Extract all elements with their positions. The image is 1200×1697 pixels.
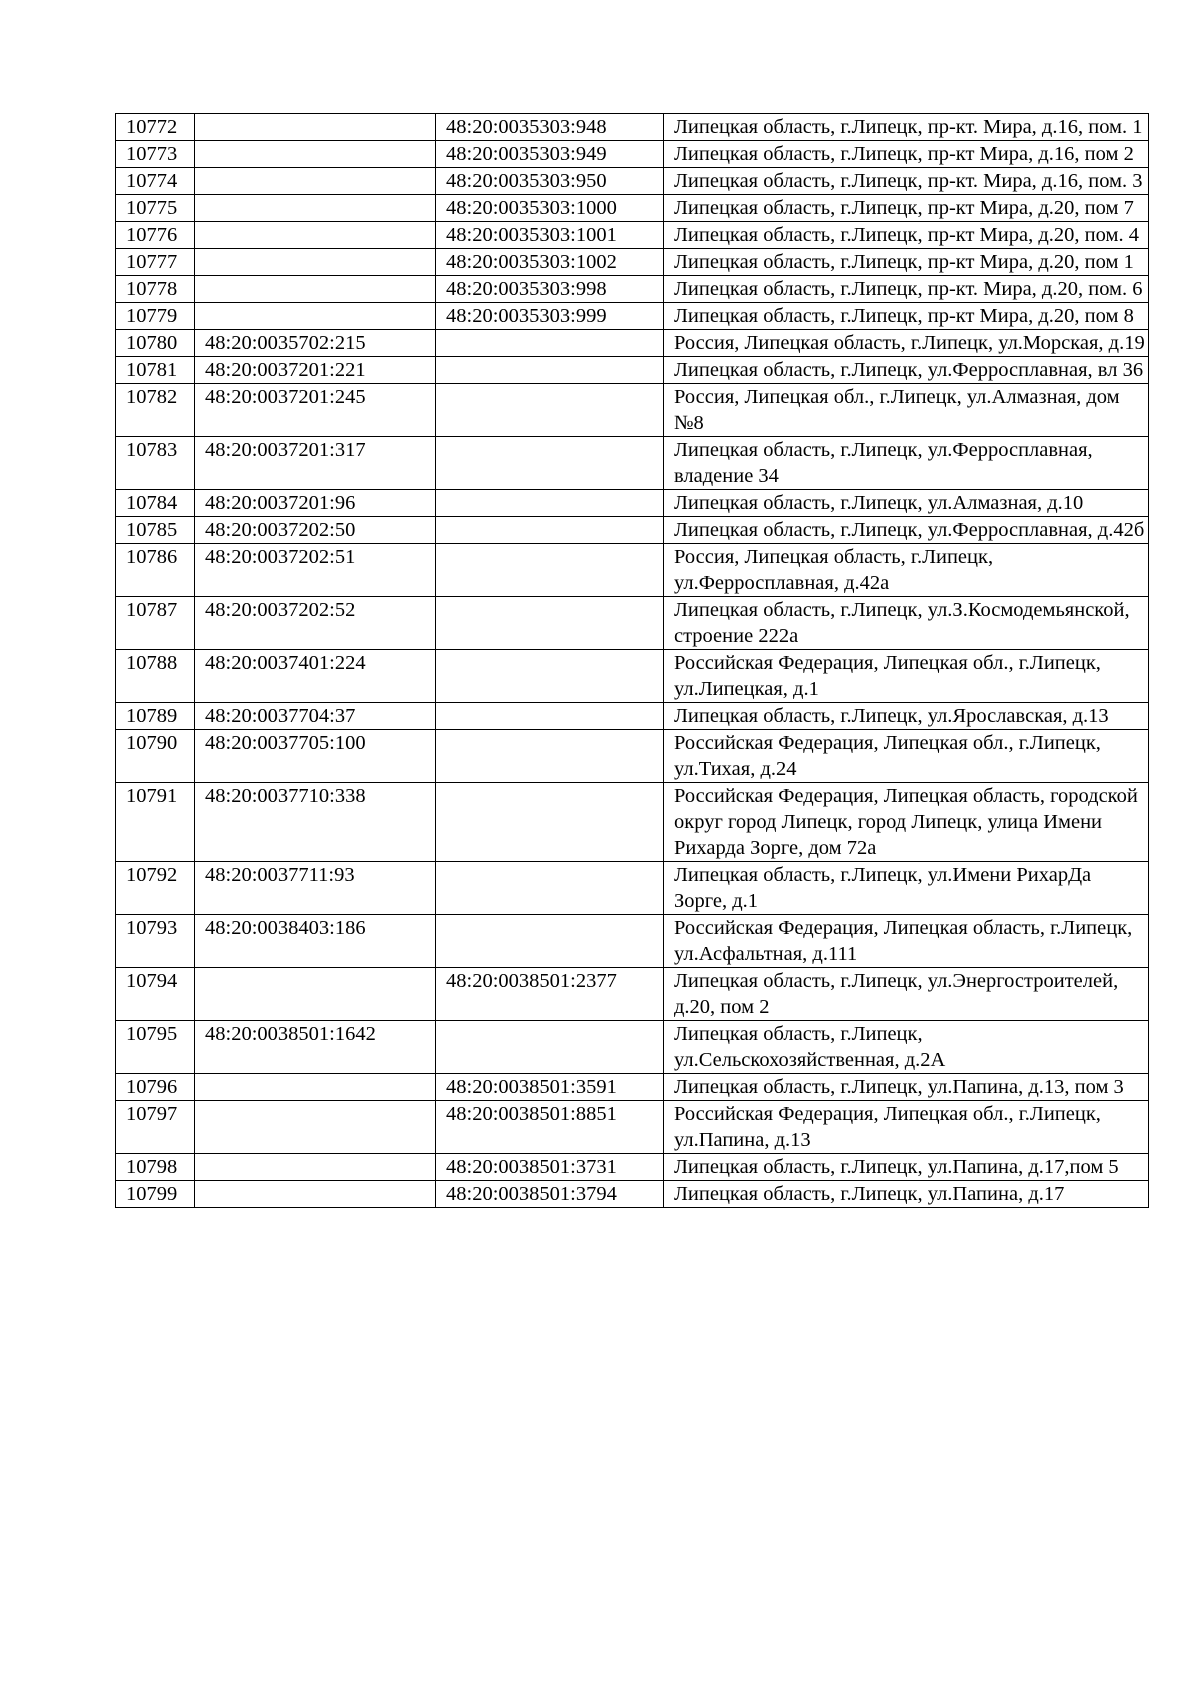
address-cell: Липецкая область, г.Липецк, ул.Ферросплавная, вл 36 — [664, 357, 1149, 384]
row-number-cell: 10775 — [116, 195, 195, 222]
row-number-cell: 10786 — [116, 544, 195, 597]
object-cadastral-cell — [436, 730, 664, 783]
object-cadastral-cell — [436, 437, 664, 490]
table-row — [116, 490, 1149, 517]
table-row — [116, 915, 1149, 968]
table-row — [116, 330, 1149, 357]
table-row — [116, 384, 1149, 437]
object-cadastral-cell: 48:20:0038501:8851 — [436, 1101, 664, 1154]
land-cadastral-cell — [195, 168, 436, 195]
land-cadastral-cell: 48:20:0037710:338 — [195, 783, 436, 862]
row-number-cell: 10789 — [116, 703, 195, 730]
object-cadastral-cell — [436, 862, 664, 915]
row-number-cell: 10778 — [116, 276, 195, 303]
address-cell: Липецкая область, г.Липецк, ул.Ярославская, д.13 — [664, 703, 1149, 730]
row-number-cell: 10783 — [116, 437, 195, 490]
land-cadastral-cell: 48:20:0038403:186 — [195, 915, 436, 968]
table-row — [116, 437, 1149, 490]
land-cadastral-cell — [195, 141, 436, 168]
land-cadastral-cell — [195, 1074, 436, 1101]
object-cadastral-cell: 48:20:0035303:950 — [436, 168, 664, 195]
address-cell: Российская Федерация, Липецкая обл., г.Липецк, ул.Папина, д.13 — [664, 1101, 1149, 1154]
land-cadastral-cell — [195, 1101, 436, 1154]
table-row — [116, 1101, 1149, 1154]
address-cell: Российская Федерация, Липецкая область, г.Липецк, ул.Асфальтная, д.111 — [664, 915, 1149, 968]
row-number-cell: 10779 — [116, 303, 195, 330]
object-cadastral-cell — [436, 357, 664, 384]
land-cadastral-cell — [195, 1154, 436, 1181]
table-row — [116, 1074, 1149, 1101]
address-cell: Российская Федерация, Липецкая область, городской округ город Липецк, город Липецк, улица Имени Рихарда Зорге, дом 72а — [664, 783, 1149, 862]
land-cadastral-cell: 48:20:0037704:37 — [195, 703, 436, 730]
object-cadastral-cell: 48:20:0035303:999 — [436, 303, 664, 330]
land-cadastral-cell: 48:20:0037711:93 — [195, 862, 436, 915]
table-row — [116, 276, 1149, 303]
land-cadastral-cell: 48:20:0038501:1642 — [195, 1021, 436, 1074]
object-cadastral-cell — [436, 597, 664, 650]
object-cadastral-cell — [436, 1021, 664, 1074]
land-cadastral-cell — [195, 276, 436, 303]
row-number-cell: 10777 — [116, 249, 195, 276]
row-number-cell: 10794 — [116, 968, 195, 1021]
row-number-cell: 10795 — [116, 1021, 195, 1074]
land-cadastral-cell — [195, 303, 436, 330]
table-row — [116, 222, 1149, 249]
table-row — [116, 141, 1149, 168]
row-number-cell: 10785 — [116, 517, 195, 544]
object-cadastral-cell: 48:20:0038501:3591 — [436, 1074, 664, 1101]
land-cadastral-cell — [195, 249, 436, 276]
row-number-cell: 10773 — [116, 141, 195, 168]
table-row — [116, 862, 1149, 915]
address-cell: Липецкая область, г.Липецк, ул.Ферросплавная, владение 34 — [664, 437, 1149, 490]
table-row — [116, 730, 1149, 783]
table-row — [116, 1021, 1149, 1074]
row-number-cell: 10772 — [116, 114, 195, 141]
table-row — [116, 114, 1149, 141]
address-cell: Российская Федерация, Липецкая обл., г.Липецк, ул.Липецкая, д.1 — [664, 650, 1149, 703]
address-cell: Россия, Липецкая обл., г.Липецк, ул.Алмазная, дом №8 — [664, 384, 1149, 437]
object-cadastral-cell — [436, 544, 664, 597]
address-cell: Липецкая область, г.Липецк, ул.З.Космодемьянской, строение 222а — [664, 597, 1149, 650]
table-row — [116, 168, 1149, 195]
address-cell: Липецкая область, г.Липецк, ул.Сельскохозяйственная, д.2А — [664, 1021, 1149, 1074]
table-row — [116, 968, 1149, 1021]
table-row — [116, 650, 1149, 703]
object-cadastral-cell: 48:20:0038501:2377 — [436, 968, 664, 1021]
object-cadastral-cell — [436, 650, 664, 703]
row-number-cell: 10780 — [116, 330, 195, 357]
land-cadastral-cell: 48:20:0037201:96 — [195, 490, 436, 517]
object-cadastral-cell — [436, 517, 664, 544]
table-row — [116, 703, 1149, 730]
table-row — [116, 783, 1149, 862]
land-cadastral-cell: 48:20:0037202:51 — [195, 544, 436, 597]
object-cadastral-cell — [436, 783, 664, 862]
address-cell: Липецкая область, г.Липецк, ул.Энергостроителей, д.20, пом 2 — [664, 968, 1149, 1021]
address-cell: Липецкая область, г.Липецк, пр-кт Мира, д.20, пом 8 — [664, 303, 1149, 330]
address-cell: Липецкая область, г.Липецк, пр-кт Мира, д.20, пом 1 — [664, 249, 1149, 276]
row-number-cell: 10788 — [116, 650, 195, 703]
object-cadastral-cell — [436, 490, 664, 517]
address-cell: Российская Федерация, Липецкая обл., г.Липецк, ул.Тихая, д.24 — [664, 730, 1149, 783]
land-cadastral-cell: 48:20:0037201:317 — [195, 437, 436, 490]
table-row — [116, 1181, 1149, 1208]
table-row — [116, 597, 1149, 650]
row-number-cell: 10793 — [116, 915, 195, 968]
address-cell: Липецкая область, г.Липецк, ул.Папина, д.17 — [664, 1181, 1149, 1208]
object-cadastral-cell: 48:20:0035303:998 — [436, 276, 664, 303]
address-cell: Липецкая область, г.Липецк, ул.Имени РихарДа Зорге, д.1 — [664, 862, 1149, 915]
registry-table-body — [116, 114, 1149, 1208]
address-cell: Липецкая область, г.Липецк, пр-кт Мира, д.20, пом. 4 — [664, 222, 1149, 249]
land-cadastral-cell: 48:20:0037401:224 — [195, 650, 436, 703]
land-cadastral-cell — [195, 195, 436, 222]
object-cadastral-cell: 48:20:0038501:3731 — [436, 1154, 664, 1181]
land-cadastral-cell: 48:20:0037202:52 — [195, 597, 436, 650]
address-cell: Липецкая область, г.Липецк, ул.Папина, д.17,пом 5 — [664, 1154, 1149, 1181]
registry-table — [115, 113, 1149, 1208]
address-cell: Липецкая область, г.Липецк, пр-кт Мира, д.20, пом 7 — [664, 195, 1149, 222]
object-cadastral-cell — [436, 330, 664, 357]
row-number-cell: 10796 — [116, 1074, 195, 1101]
address-cell: Липецкая область, г.Липецк, пр-кт Мира, д.16, пом 2 — [664, 141, 1149, 168]
table-row — [116, 517, 1149, 544]
table-row — [116, 195, 1149, 222]
table-row — [116, 1154, 1149, 1181]
land-cadastral-cell — [195, 114, 436, 141]
land-cadastral-cell: 48:20:0037202:50 — [195, 517, 436, 544]
land-cadastral-cell: 48:20:0035702:215 — [195, 330, 436, 357]
address-cell: Липецкая область, г.Липецк, ул.Папина, д.13, пом 3 — [664, 1074, 1149, 1101]
row-number-cell: 10797 — [116, 1101, 195, 1154]
address-cell: Липецкая область, г.Липецк, ул.Алмазная, д.10 — [664, 490, 1149, 517]
row-number-cell: 10790 — [116, 730, 195, 783]
address-cell: Липецкая область, г.Липецк, пр-кт. Мира, д.20, пом. 6 — [664, 276, 1149, 303]
object-cadastral-cell: 48:20:0035303:949 — [436, 141, 664, 168]
object-cadastral-cell: 48:20:0035303:1002 — [436, 249, 664, 276]
row-number-cell: 10791 — [116, 783, 195, 862]
table-row — [116, 303, 1149, 330]
object-cadastral-cell: 48:20:0035303:948 — [436, 114, 664, 141]
row-number-cell: 10799 — [116, 1181, 195, 1208]
object-cadastral-cell — [436, 384, 664, 437]
land-cadastral-cell: 48:20:0037705:100 — [195, 730, 436, 783]
land-cadastral-cell — [195, 1181, 436, 1208]
row-number-cell: 10776 — [116, 222, 195, 249]
row-number-cell: 10782 — [116, 384, 195, 437]
row-number-cell: 10787 — [116, 597, 195, 650]
row-number-cell: 10781 — [116, 357, 195, 384]
row-number-cell: 10784 — [116, 490, 195, 517]
land-cadastral-cell — [195, 968, 436, 1021]
address-cell: Липецкая область, г.Липецк, пр-кт. Мира, д.16, пом. 3 — [664, 168, 1149, 195]
table-row — [116, 249, 1149, 276]
object-cadastral-cell — [436, 915, 664, 968]
object-cadastral-cell: 48:20:0038501:3794 — [436, 1181, 664, 1208]
land-cadastral-cell: 48:20:0037201:245 — [195, 384, 436, 437]
row-number-cell: 10774 — [116, 168, 195, 195]
row-number-cell: 10792 — [116, 862, 195, 915]
object-cadastral-cell: 48:20:0035303:1001 — [436, 222, 664, 249]
land-cadastral-cell: 48:20:0037201:221 — [195, 357, 436, 384]
table-row — [116, 544, 1149, 597]
object-cadastral-cell — [436, 703, 664, 730]
address-cell: Липецкая область, г.Липецк, ул.Ферросплавная, д.42б — [664, 517, 1149, 544]
row-number-cell: 10798 — [116, 1154, 195, 1181]
address-cell: Липецкая область, г.Липецк, пр-кт. Мира, д.16, пом. 1 — [664, 114, 1149, 141]
address-cell: Россия, Липецкая область, г.Липецк, ул.Ферросплавная, д.42а — [664, 544, 1149, 597]
object-cadastral-cell: 48:20:0035303:1000 — [436, 195, 664, 222]
land-cadastral-cell — [195, 222, 436, 249]
table-row — [116, 357, 1149, 384]
address-cell: Россия, Липецкая область, г.Липецк, ул.Морская, д.19 — [664, 330, 1149, 357]
